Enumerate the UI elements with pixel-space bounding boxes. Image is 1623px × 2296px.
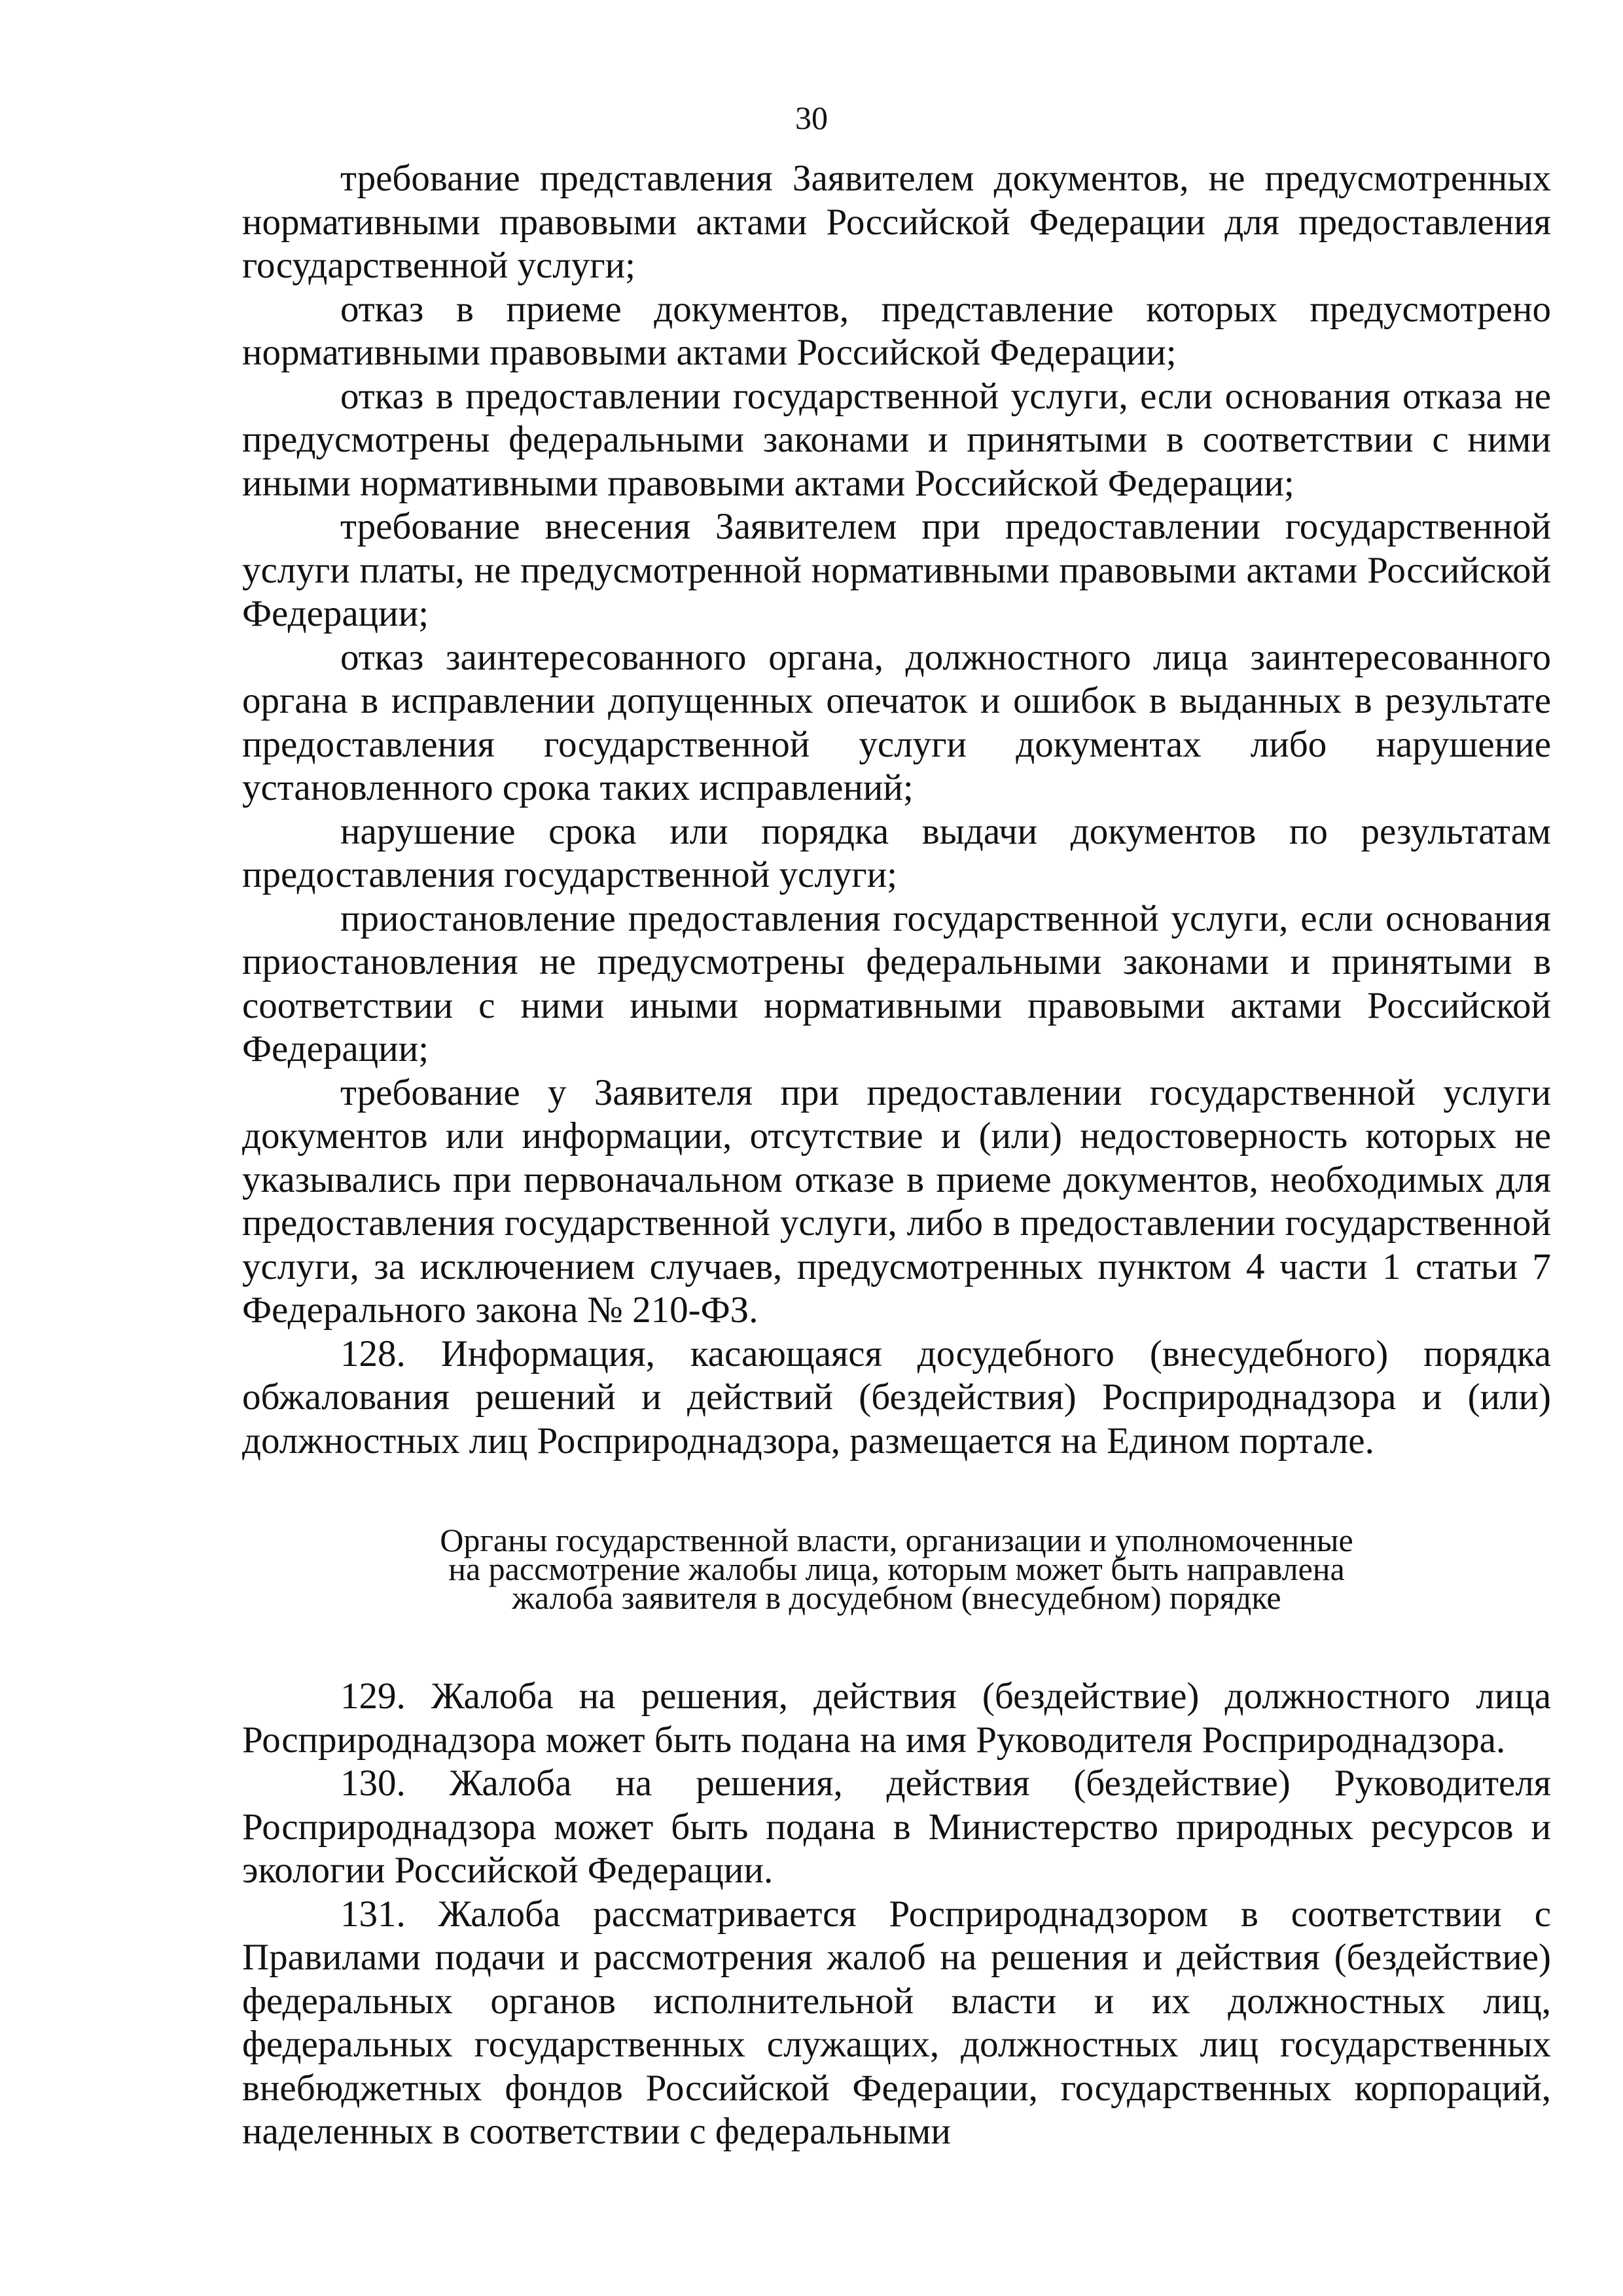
section-heading [242,1522,1551,1616]
paragraph: отказ заинтересованного органа, должностного лица заинтересованного органа в исправлении допущенных опечаток и ошибок в выданных в результате предоставления государственной услуги документах либо нарушение установленного срока таких исправлений; [242,636,1551,808]
section-heading-line: жалоба заявителя в досудебном (внесудебном) порядке [512,1579,1281,1616]
section-heading-line: на рассмотрение жалобы лица, которым может быть направлена [448,1551,1345,1587]
section-heading-line: Органы государственной власти, организации и уполномоченные [440,1522,1353,1558]
paragraph: требование у Заявителя при предоставлении государственной услуги документов или информации, отсутствие и (или) недостоверность которых не указывались при первоначальном отказе в приеме документов, необходимых для предоставления государственной услуги, либо в предоставлении государственной услуги, за исключением случаев, предусмотренных пунктом 4 части 1 статьи 7 Федерального закона № 210-ФЗ. [242,1071,1551,1331]
document-body [242,157,1551,2154]
paragraph: нарушение срока или порядка выдачи документов по результатам предоставления государственной услуги; [242,810,1551,895]
paragraph-130: 130. Жалоба на решения, действия (бездействие) Руководителя Росприроднадзора может быть подана в Министерство природных ресурсов и экологии Российской Федерации. [242,1763,1551,1891]
page-number: 30 [795,99,828,136]
paragraph: отказ в приеме документов, представление которых предусмотрено нормативными правовыми актами Российской Федерации; [242,288,1551,373]
paragraph: отказ в предоставлении государственной услуги, если основания отказа не предусмотрены федеральными законами и принятыми в соответствии с ними иными нормативными правовыми актами Российской Федерации; [242,375,1551,504]
paragraph-128: 128. Информация, касающаяся досудебного (внесудебного) порядка обжалования решений и действий (бездействия) Росприроднадзора и (или) должностных лиц Росприроднадзора, размещается на Едином портале. [242,1333,1551,1462]
paragraph: требование внесения Заявителем при предоставлении государственной услуги платы, не предусмотренной нормативными правовыми актами Российской Федерации; [242,506,1551,634]
paragraph: требование представления Заявителем документов, не предусмотренных нормативными правовыми актами Российской Федерации для предоставления государственной услуги; [242,158,1551,286]
paragraph-129: 129. Жалоба на решения, действия (бездействие) должностного лица Росприроднадзора может быть подана на имя Руководителя Росприроднадзора. [242,1676,1551,1761]
paragraph-131: 131. Жалоба рассматривается Росприроднадзором в соответствии с Правилами подачи и рассмотрения жалоб на решения и действия (бездействие) федеральных органов исполнительной власти и их должностных лиц, федеральных государственных служащих, должностных лиц государственных внебюджетных фондов Российской Федерации, государственных корпораций, наделенных в соответствии с федеральными [242,1893,1551,2152]
paragraph: приостановление предоставления государственной услуги, если основания приостановления не предусмотрены федеральными законами и принятыми в соответствии с ними иными нормативными правовыми актами Российской Федерации; [242,897,1551,1069]
